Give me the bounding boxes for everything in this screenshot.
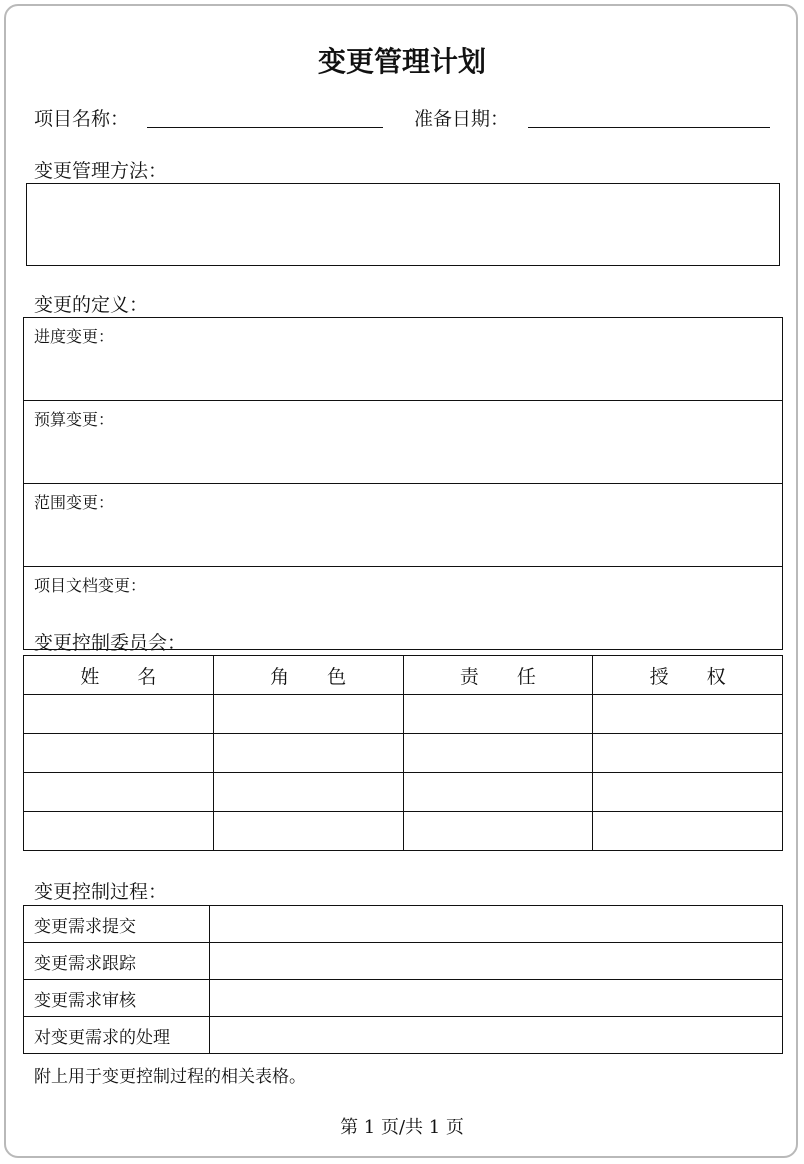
definition-scope-label: 范围变更：	[34, 493, 115, 512]
ccb-cell[interactable]	[403, 734, 593, 773]
process-step-label: 对变更需求的处理	[24, 1017, 210, 1054]
ccb-cell[interactable]	[24, 773, 214, 812]
definition-row	[24, 484, 783, 567]
definition-schedule-label: 进度变更：	[34, 327, 115, 346]
definition-budget-cell[interactable]	[24, 401, 783, 484]
ccb-col-authority: 授 权	[593, 656, 783, 695]
process-label: 变更控制过程：	[34, 881, 168, 903]
ccb-label: 变更控制委员会：	[34, 632, 187, 654]
ccb-row	[24, 812, 783, 851]
process-row	[24, 943, 783, 980]
definition-row	[24, 401, 783, 484]
ccb-cell[interactable]	[213, 773, 403, 812]
ccb-header-row	[24, 656, 783, 695]
ccb-col-responsibility: 责 任	[403, 656, 593, 695]
page-footer: 第 1 页/共 1 页	[340, 1117, 464, 1138]
ccb-cell[interactable]	[24, 695, 214, 734]
attachment-note: 附上用于变更控制过程的相关表格。	[34, 1067, 306, 1087]
process-step-value[interactable]	[210, 943, 783, 980]
project-name-field[interactable]	[147, 127, 383, 128]
ccb-cell[interactable]	[593, 734, 783, 773]
process-step-value[interactable]	[210, 980, 783, 1017]
definition-documents-label: 项目文档变更：	[34, 576, 147, 595]
ccb-cell[interactable]	[403, 773, 593, 812]
definition-row	[24, 318, 783, 401]
ccb-cell[interactable]	[593, 773, 783, 812]
process-table	[23, 905, 783, 1054]
ccb-cell[interactable]	[24, 812, 214, 851]
ccb-cell[interactable]	[593, 812, 783, 851]
process-step-label: 变更需求提交	[24, 906, 210, 943]
ccb-row	[24, 773, 783, 812]
ccb-cell[interactable]	[593, 695, 783, 734]
ccb-cell[interactable]	[213, 812, 403, 851]
ccb-cell[interactable]	[403, 812, 593, 851]
project-name-label: 项目名称：	[34, 108, 130, 130]
process-step-label: 变更需求审核	[24, 980, 210, 1017]
ccb-row	[24, 695, 783, 734]
ccb-table	[23, 655, 783, 851]
ccb-cell[interactable]	[24, 734, 214, 773]
process-row	[24, 980, 783, 1017]
definitions-label: 变更的定义：	[34, 294, 149, 316]
process-row	[24, 906, 783, 943]
process-row	[24, 1017, 783, 1054]
method-label: 变更管理方法：	[34, 160, 168, 182]
page-title: 变更管理计划	[317, 45, 486, 78]
prepare-date-label: 准备日期：	[414, 108, 510, 130]
ccb-cell[interactable]	[403, 695, 593, 734]
ccb-cell[interactable]	[213, 734, 403, 773]
definition-budget-label: 预算变更：	[34, 410, 115, 429]
process-step-value[interactable]	[210, 1017, 783, 1054]
prepare-date-field[interactable]	[528, 127, 770, 128]
ccb-col-name: 姓 名	[24, 656, 214, 695]
ccb-col-role: 角 色	[213, 656, 403, 695]
ccb-row	[24, 734, 783, 773]
definitions-table	[23, 317, 783, 650]
method-textbox[interactable]	[26, 183, 780, 266]
definition-scope-cell[interactable]	[24, 484, 783, 567]
process-step-label: 变更需求跟踪	[24, 943, 210, 980]
process-step-value[interactable]	[210, 906, 783, 943]
definition-schedule-cell[interactable]	[24, 318, 783, 401]
ccb-cell[interactable]	[213, 695, 403, 734]
